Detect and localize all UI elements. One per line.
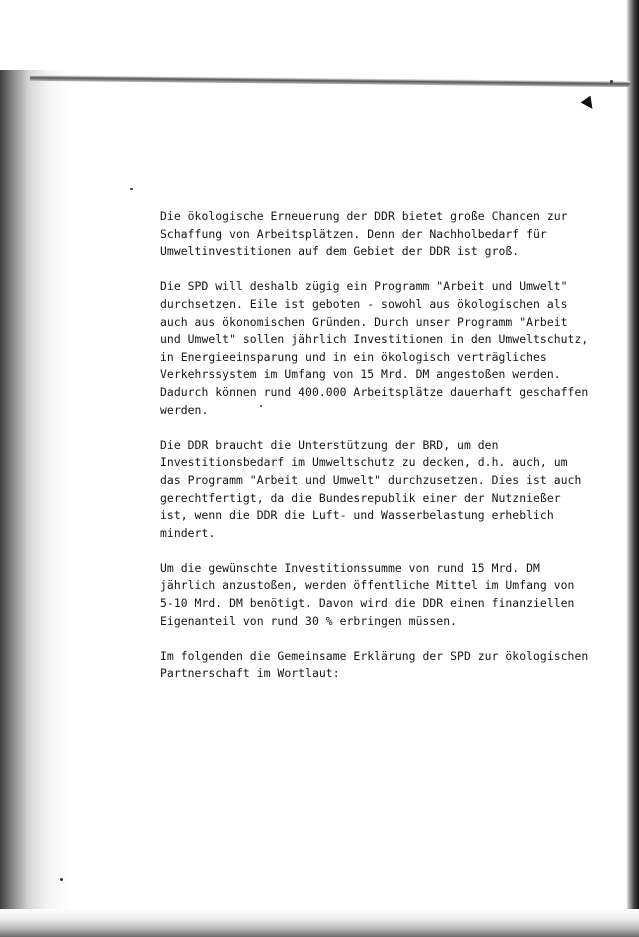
text-line: Die SPD will deshalb zügig ein Programm "Arbeit und Umwelt" <box>160 279 568 294</box>
text-line: Verkehrssystem im Umfang von 15 Mrd. DM angestoßen werden. <box>160 367 561 382</box>
scan-shadow-left <box>0 70 70 937</box>
paragraph-2 <box>160 278 605 419</box>
scan-shadow-bottom <box>0 909 639 937</box>
text-line: das Programm "Arbeit und Umwelt" durchzusetzen. Dies ist auch <box>160 472 582 487</box>
text-line: 5-10 Mrd. DM benötigt. Davon wird die DDR einen finanziellen <box>160 596 575 611</box>
text-line: gerechtfertigt, da die Bundesrepublik einer der Nutznießer <box>160 490 561 505</box>
document-body <box>160 208 605 701</box>
scan-shadow-right <box>627 0 639 937</box>
text-line: Partnerschaft im Wortlaut: <box>160 666 340 681</box>
paragraph-1 <box>160 208 605 261</box>
text-line: Im folgenden die Gemeinsame Erklärung der SPD zur ökologischen <box>160 648 589 663</box>
text-line: Schaffung von Arbeitsplätzen. Denn der Nachholbedarf für <box>160 226 547 241</box>
text-line: werden. <box>160 402 209 417</box>
text-line: Um die gewünschte Investitionssumme von rund 15 Mrd. DM <box>160 560 540 575</box>
paragraph-5 <box>160 648 605 683</box>
text-line: in Energieeinsparung und in ein ökologisch verträgliches <box>160 349 547 364</box>
text-line: ist, wenn die DDR die Luft- und Wasserbelastung erheblich <box>160 508 554 523</box>
text-line: jährlich anzustoßen, werden öffentliche Mittel im Umfang von <box>160 578 575 593</box>
text-line: Die DDR braucht die Unterstützung der BRD, um den <box>160 437 499 452</box>
scan-speck <box>60 878 63 881</box>
text-line: mindert. <box>160 525 216 540</box>
text-line: Umweltinvestitionen auf dem Gebiet der DDR ist groß. <box>160 244 520 259</box>
scan-speck <box>610 80 613 83</box>
text-line: und Umwelt" sollen jährlich Investitionen in den Umweltschutz, <box>160 332 589 347</box>
text-line: Die ökologische Erneuerung der DDR bietet große Chancen zur <box>160 209 568 223</box>
scan-speck <box>130 188 133 190</box>
text-line: durchsetzen. Eile ist geboten - sowohl aus ökologischen als <box>160 296 568 311</box>
text-line: Dadurch können rund 400.000 Arbeitsplätze dauerhaft geschaffen <box>160 384 589 399</box>
paragraph-4 <box>160 560 605 630</box>
text-line: Investitionsbedarf im Umweltschutz zu decken, d.h. auch, um <box>160 455 568 470</box>
text-line: auch aus ökonomischen Gründen. Durch unser Programm "Arbeit <box>160 314 568 329</box>
corner-mark-icon <box>581 96 598 113</box>
text-line: Eigenanteil von rund 30 % erbringen müssen. <box>160 613 458 628</box>
paper-top-edge <box>30 75 630 87</box>
paragraph-3 <box>160 437 605 543</box>
